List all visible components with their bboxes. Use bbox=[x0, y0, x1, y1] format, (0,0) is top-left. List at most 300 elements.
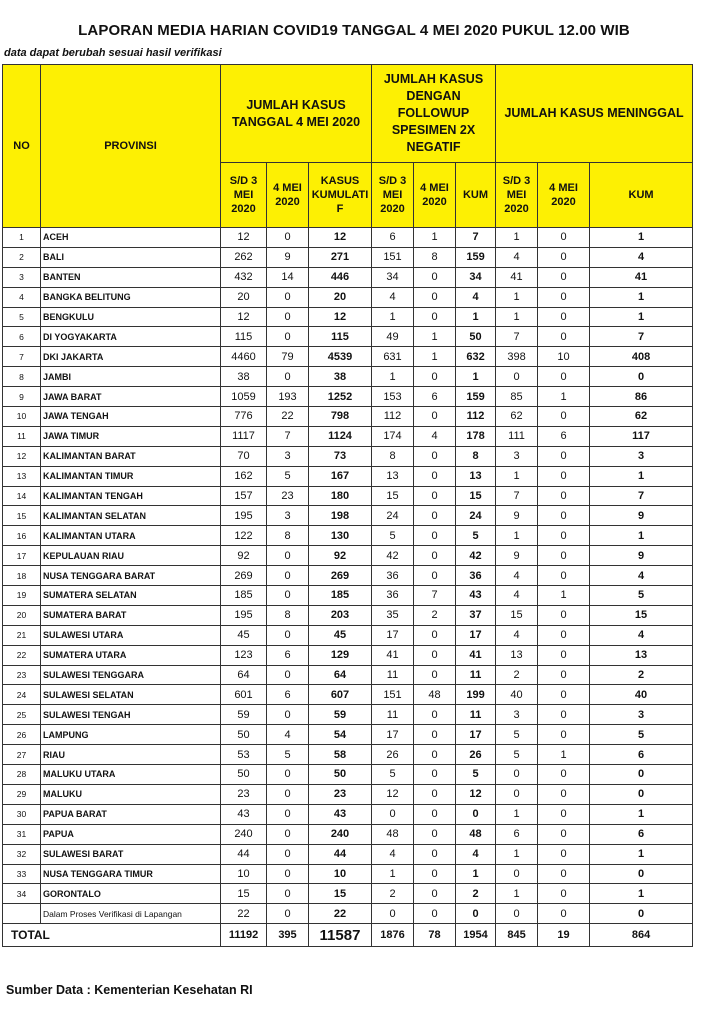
value-cell: 0 bbox=[414, 884, 456, 904]
value-cell: 26 bbox=[456, 745, 496, 765]
value-cell: 262 bbox=[221, 247, 267, 267]
value-cell: 631 bbox=[372, 347, 414, 367]
value-cell: 58 bbox=[309, 745, 372, 765]
table-row bbox=[3, 665, 693, 685]
row-number: 29 bbox=[3, 784, 41, 804]
value-cell: 6 bbox=[372, 228, 414, 248]
value-cell: 9 bbox=[496, 546, 538, 566]
value-cell: 64 bbox=[309, 665, 372, 685]
value-cell: 1 bbox=[590, 287, 693, 307]
value-cell: 0 bbox=[538, 506, 590, 526]
value-cell: 130 bbox=[309, 526, 372, 546]
table-row bbox=[3, 884, 693, 904]
value-cell: 5 bbox=[456, 526, 496, 546]
value-cell: 15 bbox=[372, 486, 414, 506]
value-cell: 0 bbox=[267, 765, 309, 785]
table-row bbox=[3, 586, 693, 606]
table-row bbox=[3, 327, 693, 347]
value-cell: 1 bbox=[496, 884, 538, 904]
value-cell: 59 bbox=[309, 705, 372, 725]
value-cell: 240 bbox=[309, 824, 372, 844]
value-cell: 3 bbox=[496, 446, 538, 466]
table-row bbox=[3, 824, 693, 844]
table-row bbox=[3, 685, 693, 705]
value-cell: 0 bbox=[538, 685, 590, 705]
value-cell: 0 bbox=[538, 645, 590, 665]
value-cell: 1 bbox=[590, 526, 693, 546]
province-name: MALUKU UTARA bbox=[41, 765, 221, 785]
value-cell: 15 bbox=[309, 884, 372, 904]
value-cell: 15 bbox=[221, 884, 267, 904]
value-cell: 162 bbox=[221, 466, 267, 486]
row-number: 1 bbox=[3, 228, 41, 248]
row-number: 19 bbox=[3, 586, 41, 606]
row-number: 26 bbox=[3, 725, 41, 745]
row-number: 11 bbox=[3, 426, 41, 446]
province-name: JAWA BARAT bbox=[41, 387, 221, 407]
value-cell: 151 bbox=[372, 247, 414, 267]
value-cell: 64 bbox=[221, 665, 267, 685]
value-cell: 0 bbox=[414, 904, 456, 924]
row-number: 31 bbox=[3, 824, 41, 844]
value-cell: 2 bbox=[456, 884, 496, 904]
value-cell: 122 bbox=[221, 526, 267, 546]
table-row bbox=[3, 864, 693, 884]
value-cell: 0 bbox=[414, 267, 456, 287]
province-name: BALI bbox=[41, 247, 221, 267]
value-cell: 7 bbox=[496, 486, 538, 506]
value-cell: 0 bbox=[267, 824, 309, 844]
value-cell: 1 bbox=[590, 466, 693, 486]
value-cell: 42 bbox=[456, 546, 496, 566]
row-number: 4 bbox=[3, 287, 41, 307]
value-cell: 5 bbox=[456, 765, 496, 785]
value-cell: 0 bbox=[538, 705, 590, 725]
value-cell: 115 bbox=[309, 327, 372, 347]
table-row bbox=[3, 784, 693, 804]
table-row bbox=[3, 486, 693, 506]
value-cell: 22 bbox=[309, 904, 372, 924]
value-cell: 0 bbox=[538, 486, 590, 506]
value-cell: 4 bbox=[414, 426, 456, 446]
value-cell: 167 bbox=[309, 466, 372, 486]
value-cell: 1 bbox=[456, 307, 496, 327]
value-cell: 6 bbox=[267, 685, 309, 705]
value-cell: 73 bbox=[309, 446, 372, 466]
value-cell: 38 bbox=[309, 367, 372, 387]
value-cell: 5 bbox=[496, 725, 538, 745]
table-row bbox=[3, 267, 693, 287]
value-cell: 5 bbox=[267, 466, 309, 486]
value-cell: 4460 bbox=[221, 347, 267, 367]
value-cell: 0 bbox=[538, 844, 590, 864]
value-cell: 0 bbox=[414, 844, 456, 864]
value-cell: 0 bbox=[267, 367, 309, 387]
value-cell: 17 bbox=[456, 725, 496, 745]
value-cell: 0 bbox=[414, 546, 456, 566]
value-cell: 115 bbox=[221, 327, 267, 347]
total-value: 1876 bbox=[372, 924, 414, 947]
value-cell: 0 bbox=[496, 904, 538, 924]
value-cell: 36 bbox=[372, 566, 414, 586]
table-row bbox=[3, 546, 693, 566]
value-cell: 0 bbox=[538, 407, 590, 427]
table-row bbox=[3, 426, 693, 446]
value-cell: 7 bbox=[496, 327, 538, 347]
value-cell: 92 bbox=[221, 546, 267, 566]
value-cell: 0 bbox=[414, 665, 456, 685]
province-name: KALIMANTAN TIMUR bbox=[41, 466, 221, 486]
value-cell: 22 bbox=[267, 407, 309, 427]
total-value: 864 bbox=[590, 924, 693, 947]
table-row bbox=[3, 526, 693, 546]
value-cell: 4 bbox=[496, 625, 538, 645]
value-cell: 7 bbox=[456, 228, 496, 248]
covid-cases-table bbox=[2, 64, 693, 947]
value-cell: 198 bbox=[309, 506, 372, 526]
value-cell: 40 bbox=[496, 685, 538, 705]
value-cell: 0 bbox=[590, 784, 693, 804]
value-cell: 0 bbox=[414, 566, 456, 586]
province-name: KEPULAUAN RIAU bbox=[41, 546, 221, 566]
value-cell: 0 bbox=[267, 864, 309, 884]
value-cell: 0 bbox=[538, 784, 590, 804]
table-row bbox=[3, 904, 693, 924]
row-number: 2 bbox=[3, 247, 41, 267]
header-group-cases: JUMLAH KASUS TANGGAL 4 MEI 2020 bbox=[221, 65, 372, 163]
value-cell: 1 bbox=[496, 307, 538, 327]
subheader: S/D 3 MEI 2020 bbox=[221, 163, 267, 228]
value-cell: 0 bbox=[414, 705, 456, 725]
value-cell: 4 bbox=[590, 247, 693, 267]
row-number: 27 bbox=[3, 745, 41, 765]
total-value: 1954 bbox=[456, 924, 496, 947]
header-group-negative: JUMLAH KASUS DENGAN FOLLOWUP SPESIMEN 2X NEGATIF bbox=[372, 65, 496, 163]
table-row bbox=[3, 446, 693, 466]
value-cell: 1117 bbox=[221, 426, 267, 446]
value-cell: 0 bbox=[496, 784, 538, 804]
value-cell: 0 bbox=[267, 804, 309, 824]
subheader: 4 MEI 2020 bbox=[538, 163, 590, 228]
value-cell: 8 bbox=[456, 446, 496, 466]
value-cell: 11 bbox=[372, 705, 414, 725]
table-row bbox=[3, 506, 693, 526]
table-row bbox=[3, 745, 693, 765]
value-cell: 111 bbox=[496, 426, 538, 446]
value-cell: 85 bbox=[496, 387, 538, 407]
value-cell: 5 bbox=[372, 765, 414, 785]
row-number: 24 bbox=[3, 685, 41, 705]
value-cell: 36 bbox=[456, 566, 496, 586]
value-cell: 0 bbox=[267, 884, 309, 904]
value-cell: 5 bbox=[590, 725, 693, 745]
value-cell: 0 bbox=[538, 864, 590, 884]
value-cell: 3 bbox=[267, 446, 309, 466]
value-cell: 1 bbox=[372, 864, 414, 884]
value-cell: 0 bbox=[456, 804, 496, 824]
value-cell: 0 bbox=[414, 307, 456, 327]
row-number: 6 bbox=[3, 327, 41, 347]
value-cell: 0 bbox=[538, 765, 590, 785]
value-cell: 153 bbox=[372, 387, 414, 407]
value-cell: 12 bbox=[309, 307, 372, 327]
value-cell: 0 bbox=[414, 745, 456, 765]
value-cell: 1 bbox=[414, 228, 456, 248]
province-name: PAPUA BARAT bbox=[41, 804, 221, 824]
table-row bbox=[3, 844, 693, 864]
value-cell: 178 bbox=[456, 426, 496, 446]
row-number: 12 bbox=[3, 446, 41, 466]
value-cell: 199 bbox=[456, 685, 496, 705]
header-provinsi: PROVINSI bbox=[41, 65, 221, 228]
value-cell: 43 bbox=[221, 804, 267, 824]
province-name: BANTEN bbox=[41, 267, 221, 287]
value-cell: 50 bbox=[221, 765, 267, 785]
value-cell: 0 bbox=[590, 765, 693, 785]
province-name: DKI JAKARTA bbox=[41, 347, 221, 367]
value-cell: 50 bbox=[456, 327, 496, 347]
subheader: KUM bbox=[590, 163, 693, 228]
value-cell: 36 bbox=[372, 586, 414, 606]
value-cell: 23 bbox=[267, 486, 309, 506]
value-cell: 10 bbox=[538, 347, 590, 367]
value-cell: 632 bbox=[456, 347, 496, 367]
value-cell: 10 bbox=[309, 864, 372, 884]
value-cell: 193 bbox=[267, 387, 309, 407]
row-number: 7 bbox=[3, 347, 41, 367]
value-cell: 203 bbox=[309, 605, 372, 625]
province-name: KALIMANTAN TENGAH bbox=[41, 486, 221, 506]
value-cell: 1124 bbox=[309, 426, 372, 446]
subheader: 4 MEI 2020 bbox=[267, 163, 309, 228]
value-cell: 0 bbox=[538, 367, 590, 387]
value-cell: 15 bbox=[456, 486, 496, 506]
value-cell: 0 bbox=[267, 327, 309, 347]
value-cell: 2 bbox=[414, 605, 456, 625]
total-value: 11192 bbox=[221, 924, 267, 947]
total-value: 395 bbox=[267, 924, 309, 947]
row-number: 5 bbox=[3, 307, 41, 327]
value-cell: 62 bbox=[590, 407, 693, 427]
table-row bbox=[3, 625, 693, 645]
value-cell: 1252 bbox=[309, 387, 372, 407]
row-number: 3 bbox=[3, 267, 41, 287]
value-cell: 0 bbox=[414, 824, 456, 844]
value-cell: 0 bbox=[267, 586, 309, 606]
value-cell: 0 bbox=[538, 904, 590, 924]
value-cell: 0 bbox=[538, 804, 590, 824]
value-cell: 1 bbox=[456, 367, 496, 387]
subheader: KASUS KUMULATI F bbox=[309, 163, 372, 228]
value-cell: 43 bbox=[456, 586, 496, 606]
value-cell: 1 bbox=[590, 804, 693, 824]
subheader: KUM bbox=[456, 163, 496, 228]
value-cell: 601 bbox=[221, 685, 267, 705]
value-cell: 11 bbox=[456, 665, 496, 685]
table-row bbox=[3, 605, 693, 625]
value-cell: 86 bbox=[590, 387, 693, 407]
value-cell: 62 bbox=[496, 407, 538, 427]
value-cell: 40 bbox=[590, 685, 693, 705]
row-number: 20 bbox=[3, 605, 41, 625]
value-cell: 159 bbox=[456, 247, 496, 267]
table-row bbox=[3, 287, 693, 307]
value-cell: 12 bbox=[221, 307, 267, 327]
province-name: SULAWESI TENGGARA bbox=[41, 665, 221, 685]
value-cell: 0 bbox=[414, 864, 456, 884]
value-cell: 9 bbox=[590, 546, 693, 566]
value-cell: 0 bbox=[414, 526, 456, 546]
value-cell: 112 bbox=[372, 407, 414, 427]
value-cell: 12 bbox=[309, 228, 372, 248]
value-cell: 43 bbox=[309, 804, 372, 824]
row-number: 15 bbox=[3, 506, 41, 526]
value-cell: 12 bbox=[456, 784, 496, 804]
value-cell: 776 bbox=[221, 407, 267, 427]
table-row bbox=[3, 407, 693, 427]
value-cell: 240 bbox=[221, 824, 267, 844]
value-cell: 54 bbox=[309, 725, 372, 745]
value-cell: 8 bbox=[267, 605, 309, 625]
value-cell: 34 bbox=[372, 267, 414, 287]
total-value: 78 bbox=[414, 924, 456, 947]
value-cell: 6 bbox=[590, 745, 693, 765]
value-cell: 0 bbox=[414, 645, 456, 665]
value-cell: 1 bbox=[414, 327, 456, 347]
table-row bbox=[3, 804, 693, 824]
total-label: TOTAL bbox=[3, 924, 221, 947]
row-number: 32 bbox=[3, 844, 41, 864]
total-row bbox=[3, 924, 693, 947]
value-cell: 1 bbox=[496, 466, 538, 486]
province-name: SUMATERA BARAT bbox=[41, 605, 221, 625]
value-cell: 157 bbox=[221, 486, 267, 506]
value-cell: 8 bbox=[372, 446, 414, 466]
total-value: 845 bbox=[496, 924, 538, 947]
value-cell: 23 bbox=[309, 784, 372, 804]
value-cell: 798 bbox=[309, 407, 372, 427]
value-cell: 0 bbox=[538, 228, 590, 248]
value-cell: 1 bbox=[372, 307, 414, 327]
value-cell: 13 bbox=[496, 645, 538, 665]
value-cell: 1 bbox=[538, 387, 590, 407]
row-number: 18 bbox=[3, 566, 41, 586]
value-cell: 4 bbox=[267, 725, 309, 745]
value-cell: 0 bbox=[414, 725, 456, 745]
value-cell: 3 bbox=[267, 506, 309, 526]
subheader: 4 MEI 2020 bbox=[414, 163, 456, 228]
province-name: SULAWESI SELATAN bbox=[41, 685, 221, 705]
subheader: S/D 3 MEI 2020 bbox=[372, 163, 414, 228]
value-cell: 6 bbox=[590, 824, 693, 844]
value-cell: 1 bbox=[496, 228, 538, 248]
row-number: 17 bbox=[3, 546, 41, 566]
value-cell: 48 bbox=[414, 685, 456, 705]
value-cell: 0 bbox=[414, 466, 456, 486]
value-cell: 1 bbox=[496, 287, 538, 307]
province-name: JAWA TIMUR bbox=[41, 426, 221, 446]
value-cell: 38 bbox=[221, 367, 267, 387]
value-cell: 0 bbox=[267, 287, 309, 307]
value-cell: 13 bbox=[372, 466, 414, 486]
row-number: 23 bbox=[3, 665, 41, 685]
value-cell: 0 bbox=[538, 327, 590, 347]
value-cell: 0 bbox=[538, 247, 590, 267]
value-cell: 0 bbox=[538, 625, 590, 645]
value-cell: 48 bbox=[456, 824, 496, 844]
value-cell: 117 bbox=[590, 426, 693, 446]
province-name: ACEH bbox=[41, 228, 221, 248]
value-cell: 4 bbox=[590, 566, 693, 586]
value-cell: 4 bbox=[372, 287, 414, 307]
value-cell: 11 bbox=[372, 665, 414, 685]
row-number: 33 bbox=[3, 864, 41, 884]
value-cell: 7 bbox=[414, 586, 456, 606]
value-cell: 0 bbox=[267, 705, 309, 725]
value-cell: 0 bbox=[496, 864, 538, 884]
province-name: KALIMANTAN SELATAN bbox=[41, 506, 221, 526]
value-cell: 8 bbox=[267, 526, 309, 546]
row-number: 22 bbox=[3, 645, 41, 665]
value-cell: 195 bbox=[221, 605, 267, 625]
row-number: 34 bbox=[3, 884, 41, 904]
value-cell: 53 bbox=[221, 745, 267, 765]
value-cell: 15 bbox=[590, 605, 693, 625]
province-name: NUSA TENGGARA TIMUR bbox=[41, 864, 221, 884]
value-cell: 59 bbox=[221, 705, 267, 725]
value-cell: 17 bbox=[456, 625, 496, 645]
province-name: SULAWESI BARAT bbox=[41, 844, 221, 864]
value-cell: 0 bbox=[414, 506, 456, 526]
value-cell: 0 bbox=[538, 566, 590, 586]
value-cell: 0 bbox=[496, 765, 538, 785]
value-cell: 45 bbox=[309, 625, 372, 645]
value-cell: 44 bbox=[309, 844, 372, 864]
value-cell: 1 bbox=[538, 586, 590, 606]
row-number: 13 bbox=[3, 466, 41, 486]
value-cell: 195 bbox=[221, 506, 267, 526]
value-cell: 50 bbox=[309, 765, 372, 785]
value-cell: 9 bbox=[267, 247, 309, 267]
value-cell: 398 bbox=[496, 347, 538, 367]
value-cell: 24 bbox=[372, 506, 414, 526]
value-cell: 129 bbox=[309, 645, 372, 665]
value-cell: 41 bbox=[456, 645, 496, 665]
value-cell: 0 bbox=[538, 605, 590, 625]
value-cell: 1 bbox=[538, 745, 590, 765]
value-cell: 180 bbox=[309, 486, 372, 506]
row-number: 9 bbox=[3, 387, 41, 407]
value-cell: 1 bbox=[496, 526, 538, 546]
value-cell: 79 bbox=[267, 347, 309, 367]
value-cell: 70 bbox=[221, 446, 267, 466]
value-cell: 48 bbox=[372, 824, 414, 844]
province-name: Dalam Proses Verifikasi di Lapangan bbox=[41, 904, 221, 924]
value-cell: 23 bbox=[221, 784, 267, 804]
value-cell: 4539 bbox=[309, 347, 372, 367]
table-row bbox=[3, 307, 693, 327]
row-number: 21 bbox=[3, 625, 41, 645]
data-source: Sumber Data : Kementerian Kesehatan RI bbox=[6, 983, 253, 997]
value-cell: 1 bbox=[590, 844, 693, 864]
value-cell: 0 bbox=[590, 904, 693, 924]
value-cell: 0 bbox=[538, 267, 590, 287]
header-group-deaths: JUMLAH KASUS MENINGGAL bbox=[496, 65, 693, 163]
value-cell: 45 bbox=[221, 625, 267, 645]
value-cell: 0 bbox=[538, 665, 590, 685]
value-cell: 446 bbox=[309, 267, 372, 287]
value-cell: 269 bbox=[221, 566, 267, 586]
